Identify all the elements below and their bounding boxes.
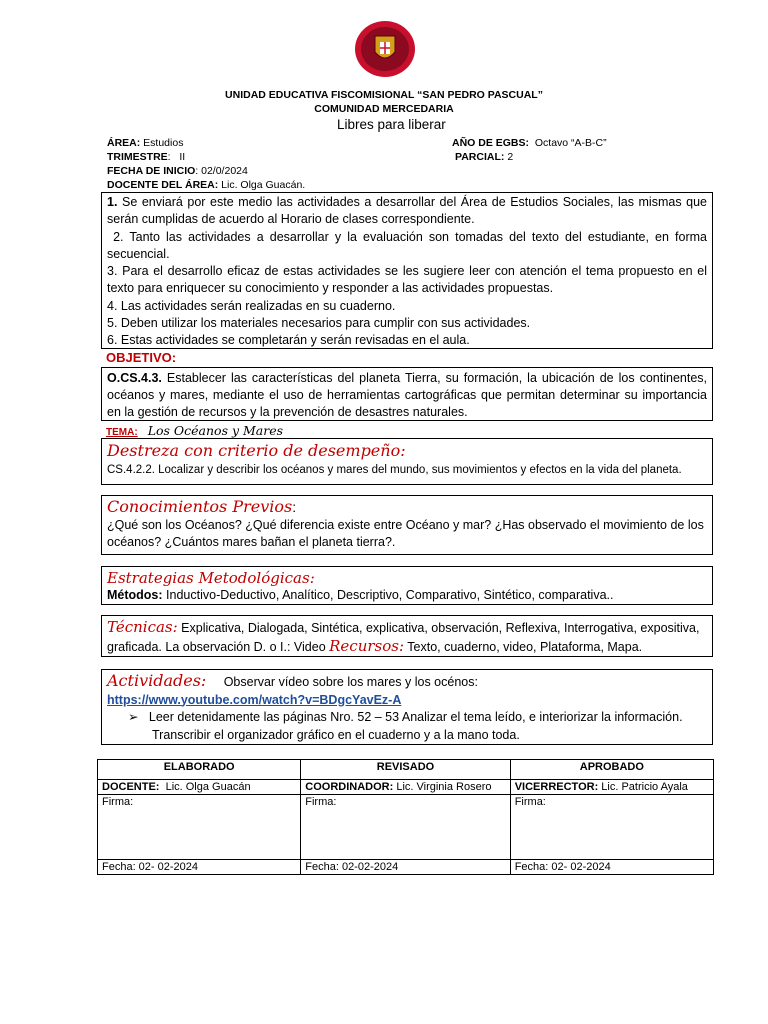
area-row: ÁREA: Estudios bbox=[107, 137, 184, 149]
activities-box: Actividades: Observar vídeo sobre los mares y los océnos: https://www.youtube.com/watch?v=BDgcYavEz-A ➢ Leer detenidamente las páginas Nro. 52 – 53 Analizar el tema leído, e interiorizar la información. Transcribir el organizador gráfico en el cuaderno y a la mano toda. bbox=[101, 669, 713, 745]
term-row: TRIMESTRE: II bbox=[107, 151, 186, 163]
table-row: Firma: Firma: Firma: bbox=[98, 795, 714, 860]
previous-knowledge-text: ¿Qué son los Océanos? ¿Qué diferencia existe entre Océano y mar? ¿Has observado el movimiento de los océanos? ¿Cuántos mares bañan el planeta tierra?. bbox=[107, 518, 704, 549]
year-row: AÑO DE EGBS: Octavo “A-B-C” bbox=[452, 137, 607, 149]
school-crest-logo bbox=[354, 18, 416, 80]
community-name: COMUNIDAD MERCEDARIA bbox=[314, 103, 454, 115]
video-link[interactable]: https://www.youtube.com/watch?v=BDgcYavEz-A bbox=[107, 692, 402, 707]
destreza-box bbox=[101, 438, 713, 485]
start-date-row: FECHA DE INICIO: 02/0/2024 bbox=[107, 165, 248, 177]
destreza-text: CS.4.2.2. Localizar y describir los océanos y mares del mundo, sus movimientos y efectos en la vida del planeta. bbox=[107, 464, 682, 476]
table-row: DOCENTE: Lic. Olga Guacán COORDINADOR: Lic. Virginia Rosero VICERRECTOR: Lic. Patricio Ayala bbox=[98, 780, 714, 795]
teacher-row: DOCENTE DEL ÁREA: Lic. Olga Guacán. bbox=[107, 179, 306, 191]
table-row: Fecha: 02- 02-2024 Fecha: 02-02-2024 Fecha: 02- 02-2024 bbox=[98, 860, 714, 875]
objective-heading: OBJETIVO: bbox=[106, 350, 177, 365]
institution-name: UNIDAD EDUCATIVA FISCOMISIONAL “SAN PEDRO PASCUAL” bbox=[225, 89, 543, 101]
instructions-box: 1. Se enviará por este medio las actividades a desarrollar del Área de Estudios Sociales, las mismas que serán cumplidas de acuerdo al Horario de clases correspondiente. 2. Tanto las actividades a desarrollar y la evaluación son tomadas del texto del estudiante, en forma secuencial. 3. Para el desarrollo eficaz de estas actividades se les sugiere leer con atención el tema propuesto en el texto para enriquecer su conocimiento y responder a las actividades propuestas. 4. Las actividades serán realizadas en su cuaderno. 5. Deben utilizar los materiales necesarios para cumplir con sus actividades. 6. Estas actividades se completarán y serán revisadas en el aula. bbox=[101, 192, 713, 349]
objective-box: O.CS.4.3. Establecer las características del planeta Tierra, su formación, la ubicación de los continentes, océanos y mares, mediante el uso de herramientas cartográficas que permitan determinar su importancia en la gestión de recursos y la prevención de desastres naturales. bbox=[101, 367, 713, 421]
arrow-bullet-icon: ➢ bbox=[128, 710, 139, 724]
techniques-box: Técnicas: Explicativa, Dialogada, Sintética, explicativa, observación, Reflexiva, Interrogativa, expositiva, graficada. La observación D. o I.: Video Recursos: Texto, cuaderno, video, Plataforma, Mapa. bbox=[101, 615, 713, 657]
previous-knowledge-box: Conocimientos Previos: ¿Qué son los Océanos? ¿Qué diferencia existe entre Océano y mar? ¿Has observado el movimiento de los océanos? ¿Cuántos mares bañan el planeta tierra?. bbox=[101, 495, 713, 555]
signature-table: ELABORADO REVISADO APROBADO DOCENTE: Lic. Olga Guacán COORDINADOR: Lic. Virginia Rosero VICERRECTOR: Lic. Patricio Ayala Firma: Firma: Firma: Fecha: 02- 02-2024 Fecha: 02-02-2024 Fecha: 02- 02-2024 bbox=[97, 759, 714, 875]
theme-row: TEMA: Los Océanos y Mares bbox=[106, 423, 284, 438]
partial-row: PARCIAL: 2 bbox=[455, 151, 514, 163]
motto: Libres para liberar bbox=[337, 117, 446, 132]
strategies-box: Estrategias Metodológicas: Métodos: Inductivo-Deductivo, Analítico, Descriptivo, Comparativo, Sintético, comparativa.. bbox=[101, 566, 713, 605]
destreza-title: Destreza con criterio de desempeño: bbox=[107, 441, 406, 460]
